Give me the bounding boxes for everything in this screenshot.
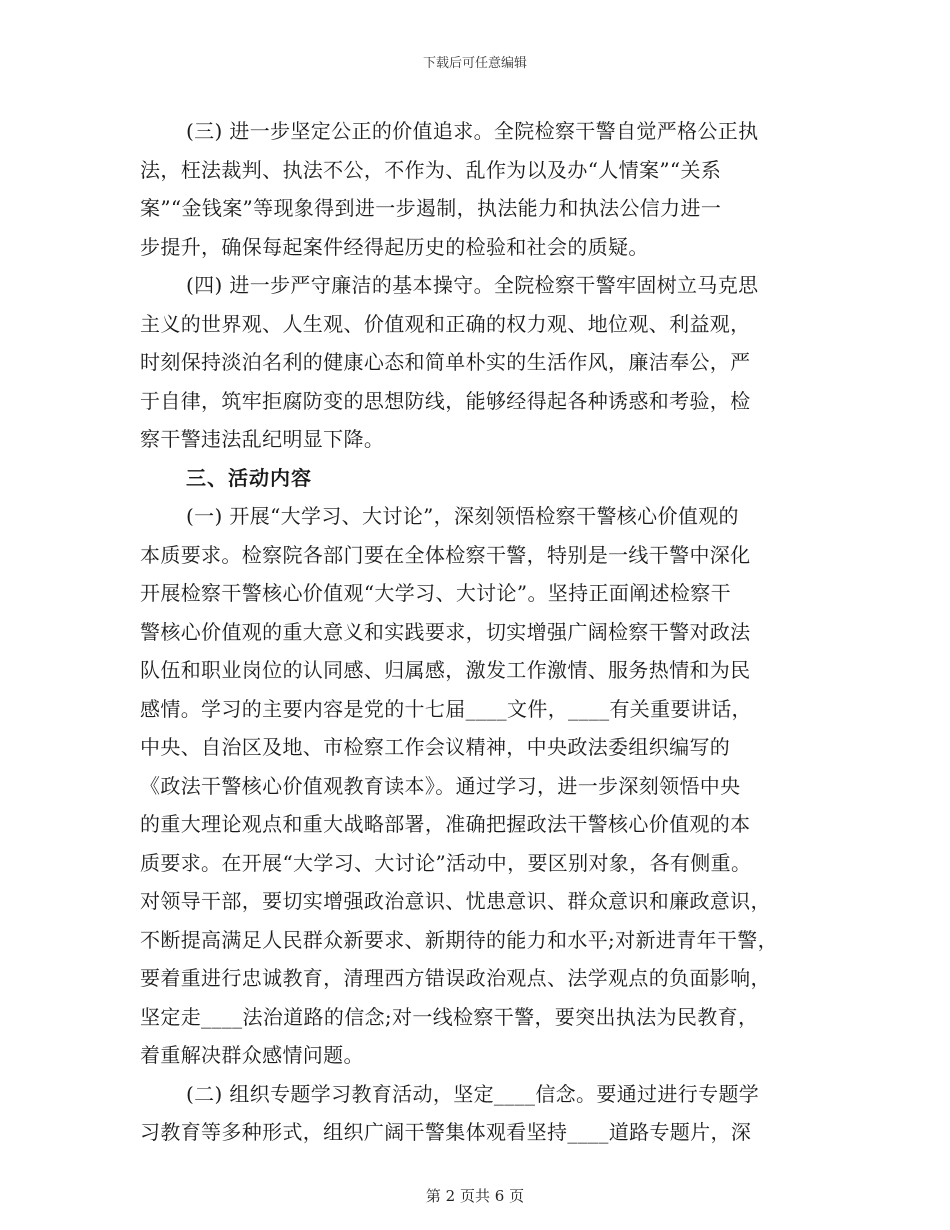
paragraph-line: 开展检察干警核心价值观“大学习、大讨论”。坚持正面阐述检察干 [140,581,731,605]
paragraph-line: 察干警违法乱纪明显下降。 [140,427,385,451]
paragraph-line: 本质要求。检察院各部门要在全体检察干警，特别是一线干警中深化 [140,542,751,567]
page-header: 下载后可任意编辑 [422,56,527,71]
paragraph-line: 于自律，筑牢拒腐防变的思想防线，能够经得起各种诱惑和考验，检 [140,388,751,413]
paragraph-line: 案”“金钱案”等现象得到进一步遏制，执法能力和执法公信力进一 [140,196,722,220]
document-body [140,112,805,1152]
paragraph-line: 的重大理论观点和重大战略部署，准确把握政法干警核心价值观的本 [140,812,751,836]
paragraph-line: (二) 组织专题学习教育活动，坚定____信念。要通过进行专题学 [186,1081,760,1106]
paragraph-line: 步提升，确保每起案件经得起历史的检验和社会的质疑。 [140,234,649,259]
paragraph-line: 主义的世界观、人生观、价值观和正确的权力观、地位观、利益观， [140,311,751,336]
paragraph-line: 法，枉法裁判、执法不公，不作为、乱作为以及办“人情案”“关系 [140,157,722,182]
paragraph-line: 不断提高满足人民群众新要求、新期待的能力和水平;对新进青年干警， [140,927,778,952]
paragraph-line: 中央、自治区及地、市检察工作会议精神，中央政法委组织编写的 [140,735,731,759]
paragraph-line: 《政法干警核心价值观教育读本》。通过学习，进一步深刻领悟中央 [140,773,741,798]
paragraph-line: (四) 进一步严守廉洁的基本操守。全院检察干警牢固树立马克思 [186,273,759,297]
paragraph-line: 时刻保持淡泊名利的健康心态和简单朴实的生活作风，廉洁奉公，严 [140,350,751,374]
paragraph-line: 感情。学习的主要内容是党的十七届____文件，____有关重要讲话， [140,696,752,721]
paragraph-line: 坚定走____法治道路的信念;对一线检察干警，要突出执法为民教育， [140,1004,759,1029]
section-heading: 三、活动内容 [186,465,312,490]
paragraph-line: 质要求。在开展“大学习、大讨论”活动中，要区别对象，各有侧重。 [140,850,752,875]
paragraph-line: (三) 进一步坚定公正的价值追求。全院检察干警自觉严格公正执 [186,119,759,143]
paragraph-line: 队伍和职业岗位的认同感、归属感，激发工作激情、服务热情和为民 [140,658,751,682]
page-footer: 第 2 页共 6 页 [425,1187,525,1205]
paragraph-line: 习教育等多种形式，组织广阔干警集体观看坚持____道路专题片，深 [140,1120,752,1144]
paragraph-line: 着重解决群众感情问题。 [140,1043,364,1067]
paragraph-line: (一) 开展“大学习、大讨论”，深刻领悟检察干警核心价值观的 [186,504,739,528]
paragraph-line: 警核心价值观的重大意义和实践要求，切实增强广阔检察干警对政法 [140,619,751,644]
paragraph-line: 对领导干部，要切实增强政治意识、忧患意识、群众意识和廉政意识， [140,889,771,913]
paragraph-line: 要着重进行忠诚教育，清理西方错误政治观点、法学观点的负面影响， [140,966,771,990]
